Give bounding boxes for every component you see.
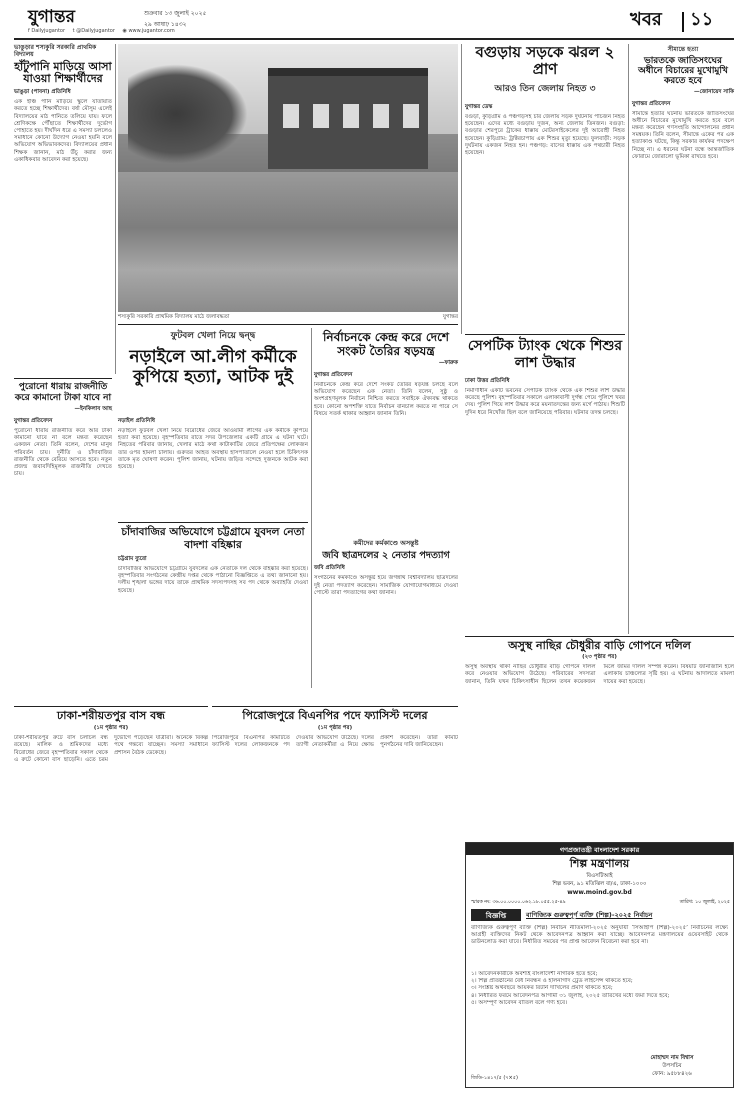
school-photo: [118, 44, 458, 312]
story-pirojpur: [212, 710, 458, 1088]
date-line: [144, 8, 206, 30]
col-divider: [311, 328, 312, 688]
ad-item: ৪। নির্ধারিত ফরমে আবেদনপত্র আগামী ৩১ জুলাই, ২০২৫ তারিখের মধ্যে জমা দিতে হবে;: [471, 992, 670, 999]
story-byline: ভাঙুড়া (পাবনা) প্রতিনিধি: [14, 89, 71, 96]
story-attribution: —জোনায়েদ সাকি: [693, 88, 734, 95]
story-byline: যুগান্তর প্রতিবেদন: [632, 100, 671, 107]
story-headline: পুরোনো ধারায় রাজনীতি করে কামানো টাকা যাবে না: [14, 382, 112, 403]
story-teacher: [14, 44, 112, 374]
signer-phone: ফোন: ৯৫৮৮৪২৬: [652, 1071, 692, 1077]
story-byline: যুগান্তর প্রতিবেদন: [14, 418, 53, 424]
story-politics: [14, 382, 112, 702]
story-headline: চাঁদাবাজির অভিযোগে চট্টগ্রামে যুবদল নেতা বাদশা বহিষ্কার: [121, 526, 305, 551]
story-attribution: —ফারুক: [438, 360, 458, 366]
story-headline: বগুড়ায় সড়কে ঝরল ২ প্রাণ: [475, 43, 615, 78]
masthead-rule: [14, 38, 734, 40]
facebook-icon: f: [28, 28, 32, 34]
photo-credit: যুগান্তর: [442, 314, 458, 320]
story-kicker: ভাঙুড়ার শস্যকুরি সরকারি প্রাথমিক বিদ্যালয়: [14, 44, 97, 58]
social-links: [28, 28, 175, 34]
story-headline: হাঁটুপানি মাড়িয়ে আসা যাওয়া শিক্ষার্থীদের: [14, 60, 112, 86]
story-headline: নির্বাচনকে কেন্দ্র করে দেশে সংকট তৈরির ষড়যন্ত্র: [322, 330, 450, 358]
ad-signature: [616, 1055, 728, 1079]
story-bus: [14, 710, 208, 1088]
caption-text: শস্যকুরি সরকারি প্রাথমিক বিদ্যালয় মাঠে জলাবদ্ধতা: [118, 314, 230, 320]
ad-item: ৩। সংশ্লিষ্ট অর্থবছরে আয়কর রিটার্ন দাখিলের প্রমাণ থাকতে হবে;: [471, 985, 613, 992]
story-dalil: [465, 640, 734, 835]
story-chattogram: [118, 526, 308, 686]
trees: [128, 64, 248, 164]
story-body: অসুস্থ অবস্থায় থাকা নাছির চৌধুরীর বাড়ি গোপনে দলিল করে নেওয়ার অভিযোগ উঠেছে। পরিবারের সদস্যরা জানান, তিনি যখন চিকিৎসাধীন ছিলেন তখন কয়েকজন মিলে জমির দলিল সম্পন্ন করেন। বিষয়টি জানাজানি হলে এলাকায় চাঞ্চল্যের সৃষ্টি হয়। এ ঘটনায় আদালতে মামলা দায়ের করা হয়েছে।: [465, 664, 734, 685]
story-byline: ঢাকা উত্তর প্রতিনিধি: [465, 378, 510, 384]
government-notice: [465, 842, 734, 1088]
building-window: [283, 104, 299, 128]
story-byline: যুগান্তর প্রতিবেদন: [314, 372, 353, 378]
story-murder-body: [118, 418, 308, 518]
section-rule: [14, 706, 208, 707]
story-body: নির্মাণাধীন একটি ভবনের সেপটিক ট্যাংক থেকে এক শিশুর লাশ উদ্ধার করেছে পুলিশ। বৃহস্পতিবার সকালে এলাকাবাসী দুর্গন্ধ পেয়ে পুলিশে খবর দেয়। পুলিশ গিয়ে লাশ উদ্ধার করে ময়নাতদন্তের জন্য মর্গে পাঠায়। শিশুটি দুদিন ধরে নিখোঁজ ছিল বলে জানিয়েছে পরিবার। ঘটনার তদন্ত চলছে।: [465, 388, 625, 416]
story-subhead: আরও তিন জেলায় নিহত ৩: [494, 84, 596, 94]
story-kicker: সীমান্তে হত্যা: [667, 46, 699, 53]
story-byline: জবি প্রতিনিধি: [314, 565, 345, 572]
story-border: [632, 44, 734, 634]
section-rule: [118, 324, 458, 325]
story-headline: পিরোজপুরে বিএনপির পদে ফ্যাসিস্ট দলের: [242, 709, 428, 722]
ad-item: ১। আবেদনকারীকে অবশ্যই বাংলাদেশী নাগরিক হতে হবে;: [471, 971, 598, 977]
ad-website[interactable]: www.moind.gov.bd: [567, 889, 632, 896]
story-kicker: ফুটবল খেলা নিয়ে দ্বন্দ্ব: [170, 331, 256, 341]
building-window: [403, 104, 419, 128]
social-website[interactable]: www.jugantor.com: [128, 28, 175, 34]
building-window: [373, 104, 389, 128]
story-attribution: —ইনকিলাব আছ: [74, 406, 112, 412]
story-body: নড়াইলে ফুটবল খেলা নিয়ে বিরোধের জেরে আওয়ামী লীগের এক কর্মীকে কুপিয়ে হত্যা করা হয়েছে। বৃহস্পতিবার রাতে সদর উপজেলার একটি গ্রামে এ ঘটনা ঘটে। নিহতের পরিবার জানায়, খেলার মাঠে কথা কাটাকাটির জেরে প্রতিপক্ষের লোকজন তার ওপর হামলা চালায়। গুরুতর আহত অবস্থায় হাসপাতালে নেওয়া হলে চিকিৎসক তাকে মৃত ঘোষণা করেন। পুলিশ জানায়, ঘটনায় জড়িত সন্দেহে দুজনকে আটক করা হয়েছে।: [118, 428, 308, 471]
story-body: পুরোনো ধারায় রাজনীতি করে আর টাকা কামানো যাবে না বলে মন্তব্য করেছেন একজন নেতা। তিনি বলেন, দেশের মানুষ পরিবর্তন চায়। দুর্নীতি ও চাঁদাবাজির রাজনীতি থেকে বেরিয়ে আসতে হবে। নতুন প্রজন্ম জবাবদিহিমূলক রাজনীতি দেখতে চায়।: [14, 428, 112, 478]
story-body: পিরোজপুরে বিএনপির কমিটিতে ফ্যাসিস্ট দলের লোকজনকে পদ দেওয়ার অভিযোগ উঠেছে। দলের ত্যাগী নেতাকর্মীরা এ নিয়ে ক্ষোভ প্রকাশ করেছেন। তারা কমিটি পুনর্গঠনের দাবি জানিয়েছেন।: [212, 735, 458, 749]
ad-footer: জিডি-১৪১৭/৫ (৭×৫): [471, 1075, 518, 1081]
social-twitter[interactable]: @Dailyjugantor: [76, 28, 115, 34]
ad-item: ৫। অসম্পূর্ণ আবেদন বাতিল বলে গণ্য হবে।: [471, 999, 568, 1006]
story-headline: নড়াইলে আ.লীগ কর্মীকে কুপিয়ে হত্যা, আটক দুই: [129, 347, 297, 387]
col-divider: [461, 44, 462, 334]
story-body: ঢাকা-শরীয়তপুর রুটে বাস চলাচল বন্ধ রয়েছে। মালিক ও শ্রমিকদের মধ্যে বিরোধের জেরে বৃহস্পতিবার সকাল থেকে এ রুটে কোনো বাস ছাড়েনি। এতে চরম দুর্ভোগে পড়েছেন যাত্রীরা। অনেকে বিকল্প পথে গন্তব্যে যাচ্ছেন। সমস্যা সমাধানে প্রশাসন বৈঠক ডেকেছে।: [14, 735, 208, 763]
story-septic: [465, 338, 625, 628]
story-kicker: কমীদের কর্মকাণ্ডে অসন্তুষ্ট: [353, 539, 419, 547]
building-roof: [268, 68, 428, 76]
story-body: সীমান্তে হত্যার ঘটনায় ভারতকে জাতিসংঘের অধীনে বিচারের মুখোমুখি করতে হবে বলে মন্তব্য করেছেন গণসংহতি আন্দোলনের প্রধান সমন্বয়ক। তিনি বলেন, সীমান্তে একের পর এক হত্যাকাণ্ড ঘটছে, কিন্তু সরকার কার্যকর পদক্ষেপ নিচ্ছে না। এ ধরনের ঘটনা বন্ধে আন্তর্জাতিক ফোরামে জোরালো ভূমিকা রাখতে হবে।: [632, 110, 734, 160]
story-byline: চট্টগ্রাম ব্যুরো: [118, 556, 147, 562]
twitter-icon: t: [72, 28, 77, 34]
story-headline: সেপটিক ট্যাংক থেকে শিশুর লাশ উদ্ধার: [467, 338, 623, 371]
story-jobi: [314, 538, 458, 688]
ad-item: ২। শিল্প প্রতিষ্ঠানের বৈধ নিবন্ধন ও হালনাগাদ ট্রেড লাইসেন্স থাকতে হবে;: [471, 978, 633, 985]
story-headline: ভারতকে জাতিসংঘের অধীনে বিচারের মুখোমুখি করতে হবে: [638, 56, 728, 86]
story-byline: যুগান্তর ডেস্ক: [465, 104, 493, 110]
page-number: ১১: [690, 9, 714, 30]
section-rule: [212, 706, 458, 707]
story-byline: নড়াইল প্রতিনিধি: [118, 418, 155, 424]
logo: যুগান্তর: [28, 7, 75, 27]
col-divider: [115, 44, 116, 374]
section-divider: [682, 12, 684, 32]
section-rule: [465, 334, 625, 335]
story-headline: অসুস্থ নাছির চৌধুরীর বাড়ি গোপনে দলিল: [508, 639, 691, 652]
ad-ministry: শিল্প মন্ত্রণালয়: [569, 857, 630, 870]
building-window: [313, 104, 329, 128]
story-jump: (১ম পৃষ্ঠার পর): [317, 725, 353, 732]
signer-title: উপসচিব: [662, 1063, 682, 1069]
ad-date: তারিখ: ১০ জুলাই, ২০২৫: [679, 900, 730, 905]
photo-caption: [118, 314, 458, 322]
ad-subtitle: বাণিজ্যিক গুরুত্বপূর্ণ ব্যক্তি (শিল্প)-২০২৫ নির্বাচন: [526, 911, 653, 919]
col-divider: [628, 44, 629, 634]
ad-division: বিএসটিআই: [586, 873, 613, 879]
ad-items: [471, 971, 728, 1053]
story-murder: [118, 328, 308, 430]
ad-gov: গণপ্রজাতন্ত্রী বাংলাদেশ সরকার: [559, 846, 640, 854]
section-title: খবর: [630, 9, 662, 30]
section-rule: [14, 378, 112, 379]
story-headline: ঢাকা-শরীয়তপুর বাস বন্ধ: [57, 709, 165, 722]
signer-name: মোহাম্মদ নাম বিশ্বাস: [650, 1055, 694, 1061]
story-body: সংগঠনের কর্মকাণ্ডে অসন্তুষ্ট হয়ে জগন্নাথ বিশ্ববিদ্যালয় ছাত্রদলের দুই নেতা পদত্যাগ করেছেন। সামাজিক যোগাযোগমাধ্যমে দেওয়া পোস্টে তারা পদত্যাগের কথা জানান।: [314, 575, 458, 596]
ad-body: বাণিজ্যিক গুরুত্বপূর্ণ ব্যক্তি (শিল্প) নির্বাচন নীতিমালা-২০২৫ অনুযায়ী ‘সিআইপি (শিল্প)-২০২৫’ নির্বাচনের লক্ষ্যে আগ্রহী ব্যক্তিদের নিকট থেকে আবেদনপত্র আহ্বান করা যাচ্ছে। আবেদনপত্র মন্ত্রণালয়ের ওয়েবসাইট থেকে ডাউনলোড করা যাবে। নির্ধারিত সময়ের পর প্রাপ্ত আবেদন বিবেচনা করা হবে না।: [471, 925, 728, 946]
social-facebook[interactable]: Dailyjugantor: [31, 28, 66, 34]
flood-water: [118, 172, 458, 312]
story-bogura: [465, 44, 625, 334]
section-rule: [118, 522, 308, 523]
date-bengali: ২৯ আষাঢ় ১৪৩২: [144, 21, 187, 28]
ad-title: বিজ্ঞপ্তি: [485, 912, 507, 920]
story-body: বগুড়া, কুড়িগ্রাম ও পঞ্চগড়সহ চার জেলায় সড়ক দুর্ঘটনায় পাঁচজন নিহত হয়েছেন। এদের মধ্যে বগুড়ায় দুজন, অন্য জেলায় তিনজন। বগুড়া: বগুড়ার শেরপুরে ট্রাকের ধাক্কায় মোটরসাইকেলের দুই আরোহী নিহত হয়েছেন। কুড়িগ্রাম: ট্রাক্টরচাপায় এক শিশুর মৃত্যু হয়েছে। ফুলবাড়ী: সড়ক দুর্ঘটনায় একজন নিহত হন। পঞ্চগড়: বাসের ধাক্কায় এক পথচারী নিহত হয়েছেন।: [465, 114, 625, 157]
story-body: এক ইঞ্চি পানি মাড়িয়ে স্কুলে যাতায়াত করতে হচ্ছে শিক্ষার্থীদের। বর্ষা মৌসুম এলেই বিদ্যালয়ের মাঠ পানিতে তলিয়ে যায়। ফলে শ্রেণিকক্ষে পৌঁছাতে শিক্ষার্থীদের দুর্ভোগ পোহাতে হয়। দীর্ঘদিন ধরে এ সমস্যা চললেও সমাধানে কোনো উদ্যোগ নেওয়া হয়নি বলে অভিযোগ অভিভাবকদের। বিদ্যালয়ের প্রধান শিক্ষক জানান, মাঠ উঁচু করার জন্য একাধিকবার আবেদন করা হয়েছে।: [14, 99, 112, 163]
story-jump: (১ম পৃষ্ঠার পর): [93, 725, 129, 732]
story-jump: (২৩ পৃষ্ঠার পর): [582, 654, 617, 661]
date-gregorian: শুক্রবার ১৩ জুলাই ২০২৫: [144, 10, 207, 17]
story-body: নির্বাচনকে কেন্দ্র করে দেশে সংকট তৈরির ষড়যন্ত্র চলছে বলে অভিযোগ করেছেন এক নেতা। তিনি বলেন, সুষ্ঠু ও অংশগ্রহণমূলক নির্বাচন নিশ্চিত করতে সবাইকে ঐক্যবদ্ধ থাকতে হবে। কোনো অপশক্তি যাতে নির্বাচন বানচাল করতে না পারে সে বিষয়ে সতর্ক থাকার আহ্বান জানান তিনি।: [314, 382, 458, 417]
section-rule: [465, 636, 734, 637]
web-icon: ◉: [122, 28, 129, 34]
ad-address: শিল্প ভবন, ৯১ মতিঝিল বা/এ, ঢাকা-১০০০: [552, 881, 647, 887]
ad-reference: স্মারক নং: ৩৬.০০.০০০০.০৬২.১৮.০৫৫.২৫-৪৯: [471, 900, 566, 905]
building-window: [343, 104, 359, 128]
story-headline: জবি ছাত্রদলের ২ নেতার পদত্যাগ: [322, 550, 450, 561]
story-body: চাঁদাবাজির অভিযোগে চট্টগ্রামে যুবদলের এক নেতাকে দল থেকে বহিষ্কার করা হয়েছে। বৃহস্পতিবার সংগঠনের কেন্দ্রীয় দপ্তর থেকে পাঠানো বিজ্ঞপ্তিতে এ তথ্য জানানো হয়। দলীয় শৃঙ্খলা ভঙ্গের দায়ে তাকে প্রাথমিক সদস্যপদসহ সব পদ থেকে অব্যাহতি দেওয়া হয়েছে।: [118, 566, 308, 594]
masthead: [14, 6, 734, 36]
